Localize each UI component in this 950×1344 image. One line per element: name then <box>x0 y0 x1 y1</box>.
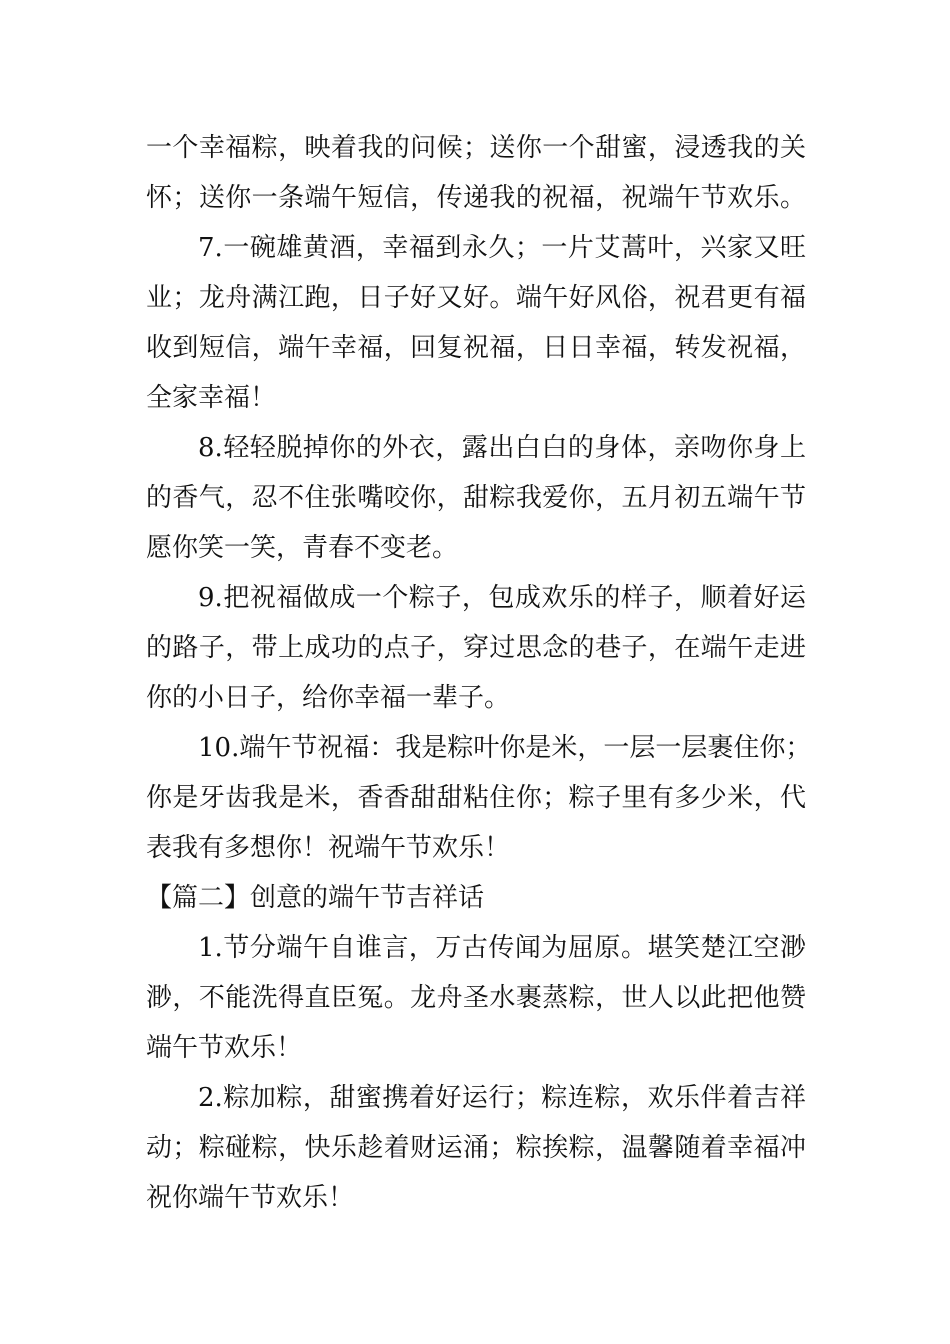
text-line: 你的小日子，给你幸福一辈子。 <box>146 683 511 713</box>
text-line: 祝你端午节欢乐！ <box>146 1183 355 1213</box>
text-line: 的香气，忍不住张嘴咬你，甜粽我爱你，五月初五端午节 <box>146 483 806 513</box>
paragraph-start-line: 10.端午节祝福：我是粽叶你是米，一层一层裹住你； <box>198 733 812 763</box>
text-line: 收到短信，端午幸福，回复祝福，日日幸福，转发祝福， <box>146 333 806 363</box>
paragraph-start-line: 2.粽加粽，甜蜜携着好运行；粽连粽，欢乐伴着吉祥 <box>198 1083 806 1113</box>
text-line: 渺，不能洗得直臣冤。龙舟圣水裹蒸粽，世人以此把他赞 <box>146 983 806 1013</box>
text-line: 表我有多想你！祝端午节欢乐！ <box>146 833 511 863</box>
paragraph-start-line: 8.轻轻脱掉你的外衣，露出白白的身体，亲吻你身上 <box>198 433 806 463</box>
paragraph-start-line: 1.节分端午自谁言，万古传闻为屈原。堪笑楚江空渺 <box>198 933 806 963</box>
text-line: 的路子，带上成功的点子，穿过思念的巷子，在端午走进 <box>146 633 806 663</box>
text-line: 愿你笑一笑，青春不变老。 <box>146 533 459 563</box>
section-heading: 【篇二】创意的端午节吉祥话 <box>146 883 485 913</box>
text-line: 业；龙舟满江跑，日子好又好。端午好风俗，祝君更有福 <box>146 283 806 313</box>
text-line: 一个幸福粽，映着我的问候；送你一个甜蜜，浸透我的关 <box>146 133 806 163</box>
text-line: 怀；送你一条端午短信，传递我的祝福，祝端午节欢乐。 <box>146 183 806 213</box>
text-line: 端午节欢乐！ <box>146 1033 303 1063</box>
paragraph-start-line: 9.把祝福做成一个粽子，包成欢乐的样子，顺着好运 <box>198 583 806 613</box>
paragraph-start-line: 7.一碗雄黄酒，幸福到永久；一片艾蒿叶，兴家又旺 <box>198 233 806 263</box>
document-body <box>146 123 812 1223</box>
text-line: 你是牙齿我是米，香香甜甜粘住你；粽子里有多少米，代 <box>146 783 806 813</box>
text-line: 全家幸福！ <box>146 383 277 413</box>
text-line: 动；粽碰粽，快乐趁着财运涌；粽挨粽，温馨随着幸福冲 <box>146 1133 806 1163</box>
